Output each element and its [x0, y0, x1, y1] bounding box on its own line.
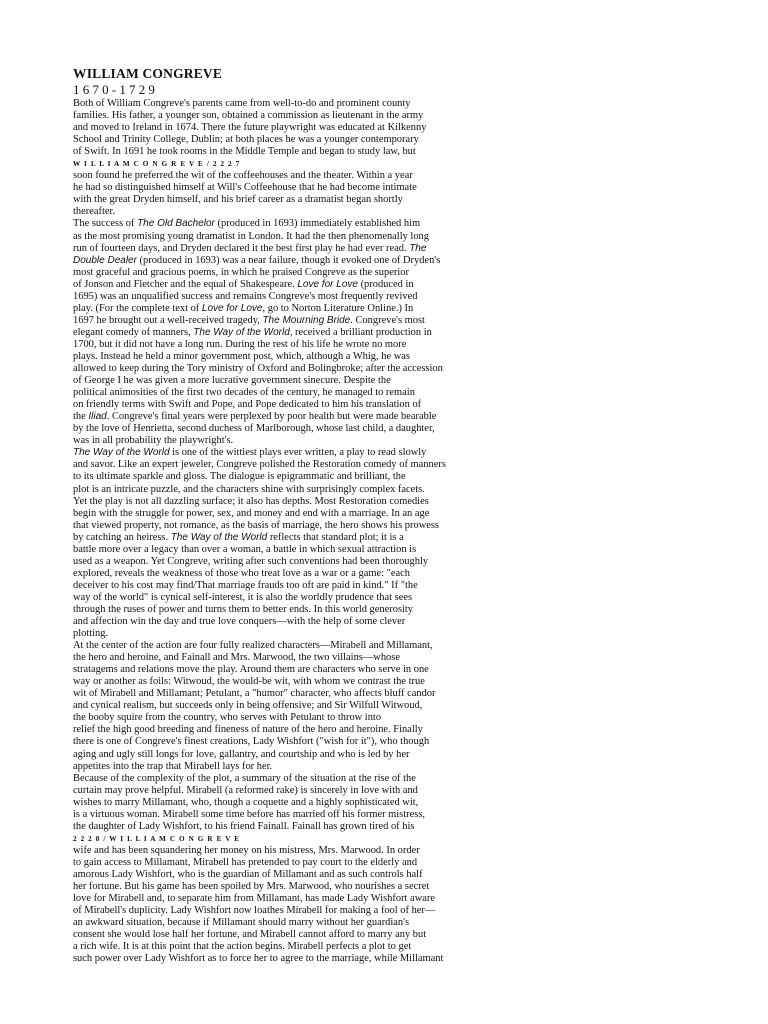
italic-title: The Way of the World	[193, 326, 290, 338]
document-body	[73, 98, 465, 965]
text-line: by catching an heiress. The Way of the World reflects that standard plot; it is a	[73, 531, 404, 543]
text-line: run of fourteen days, and Dryden declared it the best first play he had ever read. The	[73, 242, 427, 254]
text-line: At the center of the action are four fully realized characters—Mirabell and Millamant,	[73, 640, 433, 652]
text-line: way of the world" is cynical self-interest, it is also the worldly prudence that sees	[73, 591, 413, 603]
page-title: WILLIAM CONGREVE	[73, 66, 223, 81]
text-line: deceiver to his cost may find/That marriage frauds too oft are paid in kind." If "the	[73, 579, 418, 591]
text-line: is a virtuous woman. Mirabell some time before has married off his former mistress,	[73, 808, 425, 820]
text-line: consent she would lose half her fortune, and Mirabell cannot afford to marry any but	[73, 929, 427, 941]
text-line: wishes to marry Millamant, who, though a coquette and a highly sophisticated wit,	[73, 796, 419, 808]
italic-title: The	[409, 242, 427, 254]
text-line: amorous Lady Wishfort, who is the guardian of Millamant and as such controls half	[73, 869, 423, 880]
text-line: the Iliad. Congreve's final years were perplexed by poor health but were made bearable	[73, 411, 437, 423]
italic-title: The Way of the World	[73, 447, 170, 459]
text-line: aging and ugly still longs for love, gallantry, and courtship and who is led by her	[73, 748, 410, 760]
running-header: W I L L I A M C O N G R E V E / 2 2 2 7	[73, 160, 241, 169]
text-line: a rich wife. It is at this point that the action begins. Mirabell perfects a plot to get	[73, 941, 412, 953]
text-line: play. (For the complete text of Love for Love, go to Norton Literature Online.) In	[73, 302, 414, 314]
text-line: 1697 he brought out a well-received tragedy, The Mourning Bride. Congreve's most	[73, 314, 425, 326]
text-line: through the ruses of power and turns them to better ends. In this world generosity	[73, 603, 414, 615]
italic-title: The Old Bachelor	[137, 218, 215, 230]
text-line: on friendly terms with Swift and Pope, and Pope dedicated to him his translation of	[73, 399, 422, 411]
text-line: 1695) was an unqualified success and remains Congreve's most frequently revived	[73, 290, 418, 302]
text-line: The Way of the World is one of the wittiest plays ever written, a play to read slowly	[73, 447, 427, 459]
text-line: wife and has been squandering her money on his mistress, Mrs. Marwood. In order	[73, 844, 420, 856]
text-line: of Mirabell's duplicity. Lady Wishfort now loathes Mirabell for making a fool of her—	[73, 905, 436, 917]
text-line: the hero and heroine, and Fainall and Mrs. Marwood, the two villains—whose	[73, 652, 400, 664]
italic-title: Love for Love	[201, 302, 263, 314]
italic-title: Iliad	[88, 411, 107, 423]
text-line: of George I he was given a more lucrative government sinecure. Despite the	[73, 375, 391, 387]
text-line: and moved to Ireland in 1674. There the future playwright was educated at Kilkenny	[73, 122, 427, 134]
text-line: plays. Instead he held a minor government post, which, although a Whig, he was	[73, 350, 410, 362]
text-line: curtain may prove helpful. Mirabell (a reformed rake) is sincerely in love with and	[73, 784, 418, 796]
text-line: with the great Dryden himself, and his brief career as a dramatist began shortly	[73, 194, 403, 206]
text-line: of Swift. In 1691 he took rooms in the Middle Temple and began to study law, but	[73, 146, 416, 158]
text-line: allowed to keep during the Tory ministry of Oxford and Bolingbroke; after the accession	[73, 363, 443, 375]
text-line: to gain access to Millamant, Mirabell has pretended to pay court to the elderly and	[73, 856, 418, 868]
author-years: 1670-1729	[73, 82, 159, 97]
text-line: The success of The Old Bachelor (produced in 1693) immediately established him	[73, 218, 421, 230]
text-line: elegant comedy of manners, The Way of the World, received a brilliant production in	[73, 326, 432, 338]
text-line: plot is an intricate puzzle, and the characters shine with surprisingly complex facets.	[73, 483, 425, 495]
text-line: was in all probability the playwright's.	[73, 435, 234, 447]
text-line: to its ultimate sparkle and gloss. The dialogue is epigrammatic and brilliant, the	[73, 471, 406, 483]
text-line: relief the high good breeding and fineness of nature of the hero and heroine. Finally	[73, 724, 423, 736]
text-line: that viewed property, not romance, as the basis of marriage, the hero shows his prowess	[73, 519, 439, 531]
text-line: wit of Mirabell and Millamant; Petulant, a "humor" character, who affects bluff candor	[73, 688, 436, 700]
text-line: he had so distinguished himself at Will's Coffeehouse that he had become intimate	[73, 182, 417, 194]
text-line: and cynical realism, but succeeds only in being offensive; and Sir Wilfull Witwoud,	[73, 700, 423, 712]
text-line: and affection win the day and true love conquers—with the help of some clever	[73, 616, 406, 628]
text-line: her fortune. But his game has been spoiled by Mrs. Marwood, who nourishes a secret	[73, 881, 430, 893]
text-line: such power over Lady Wishfort as to force her to agree to the marriage, while Millamant	[73, 953, 444, 965]
text-line: the daughter of Lady Wishfort, to his friend Fainall. Fainall has grown tired of his	[73, 820, 415, 832]
text-line: by the love of Henrietta, second duchess of Marlborough, whose last child, a daughter,	[73, 423, 435, 435]
text-line: stratagems and relations move the play. Around them are characters who serve in one	[73, 664, 429, 676]
text-line: and savor. Like an expert jeweler, Congreve polished the Restoration comedy of manners	[73, 459, 446, 471]
text-line: explored, reveals the weakness of those who treat love as a war or a game: "each	[73, 567, 410, 579]
text-line: of Jonson and Fletcher and the equal of Shakespeare. Love for Love (produced in	[73, 278, 414, 290]
text-line: appetites into the trap that Mirabell lays for her.	[73, 760, 273, 772]
text-line: 1700, but it did not have a long run. During the rest of his life he wrote no more	[73, 338, 407, 350]
text-line: soon found he preferred the wit of the coffeehouses and the theater. Within a year	[73, 170, 413, 182]
text-line: love for Mirabell and, to separate him from Millamant, has made Lady Wishfort aware	[73, 893, 435, 905]
text-line: an awkward situation, because if Millamant should marry without her guardian's	[73, 917, 410, 929]
text-line: way or another as foils: Witwoud, the would-be wit, with whom we contrast the true	[73, 676, 425, 688]
text-line: battle more over a legacy than over a woman, a battle in which sexual attraction is	[73, 543, 417, 555]
text-line: School and Trinity College, Dublin; at both places he was a younger contemporary	[73, 134, 419, 146]
text-line: the booby squire from the country, who serves with Petulant to throw into	[73, 712, 382, 724]
text-line: Yet the play is not all dazzling surface; it also has depths. Most Restoration comedies	[73, 495, 429, 507]
italic-title: Love for Love	[297, 278, 358, 290]
italic-title: Double Dealer	[73, 254, 137, 266]
text-line: thereafter.	[73, 206, 116, 218]
italic-title: The Way of the World	[170, 531, 268, 543]
text-line: Double Dealer (produced in 1693) was a near failure, though it evoked one of Dryden's	[73, 254, 441, 266]
text-line: there is one of Congreve's finest creations, Lady Wishfort ("wish for it"), who though	[73, 736, 430, 748]
text-line: as the most promising young dramatist in London. It had the then phenomenally long	[73, 230, 429, 242]
text-line: begin with the struggle for power, sex, and money and end with a marriage. In an age	[73, 507, 430, 519]
text-line: political animosities of the first two decades of the century, he managed to remain	[73, 387, 415, 399]
text-line: plotting.	[73, 628, 109, 640]
text-line: families. His father, a younger son, obtained a commission as lieutenant in the army	[73, 110, 424, 122]
running-header: 2 2 2 8 / W I L L I A M C O N G R E V E	[73, 834, 241, 843]
text-line: most graceful and gracious poems, in which he praised Congreve as the superior	[73, 266, 409, 278]
text-line: Both of William Congreve's parents came from well-to-do and prominent county	[73, 98, 411, 109]
document-page	[73, 66, 465, 965]
italic-title: The Mourning Bride	[262, 314, 351, 326]
text-line: used as a weapon. Yet Congreve, writing after such conventions had been thoroughly	[73, 555, 429, 567]
text-line: Because of the complexity of the plot, a summary of the situation at the rise of the	[73, 772, 416, 784]
